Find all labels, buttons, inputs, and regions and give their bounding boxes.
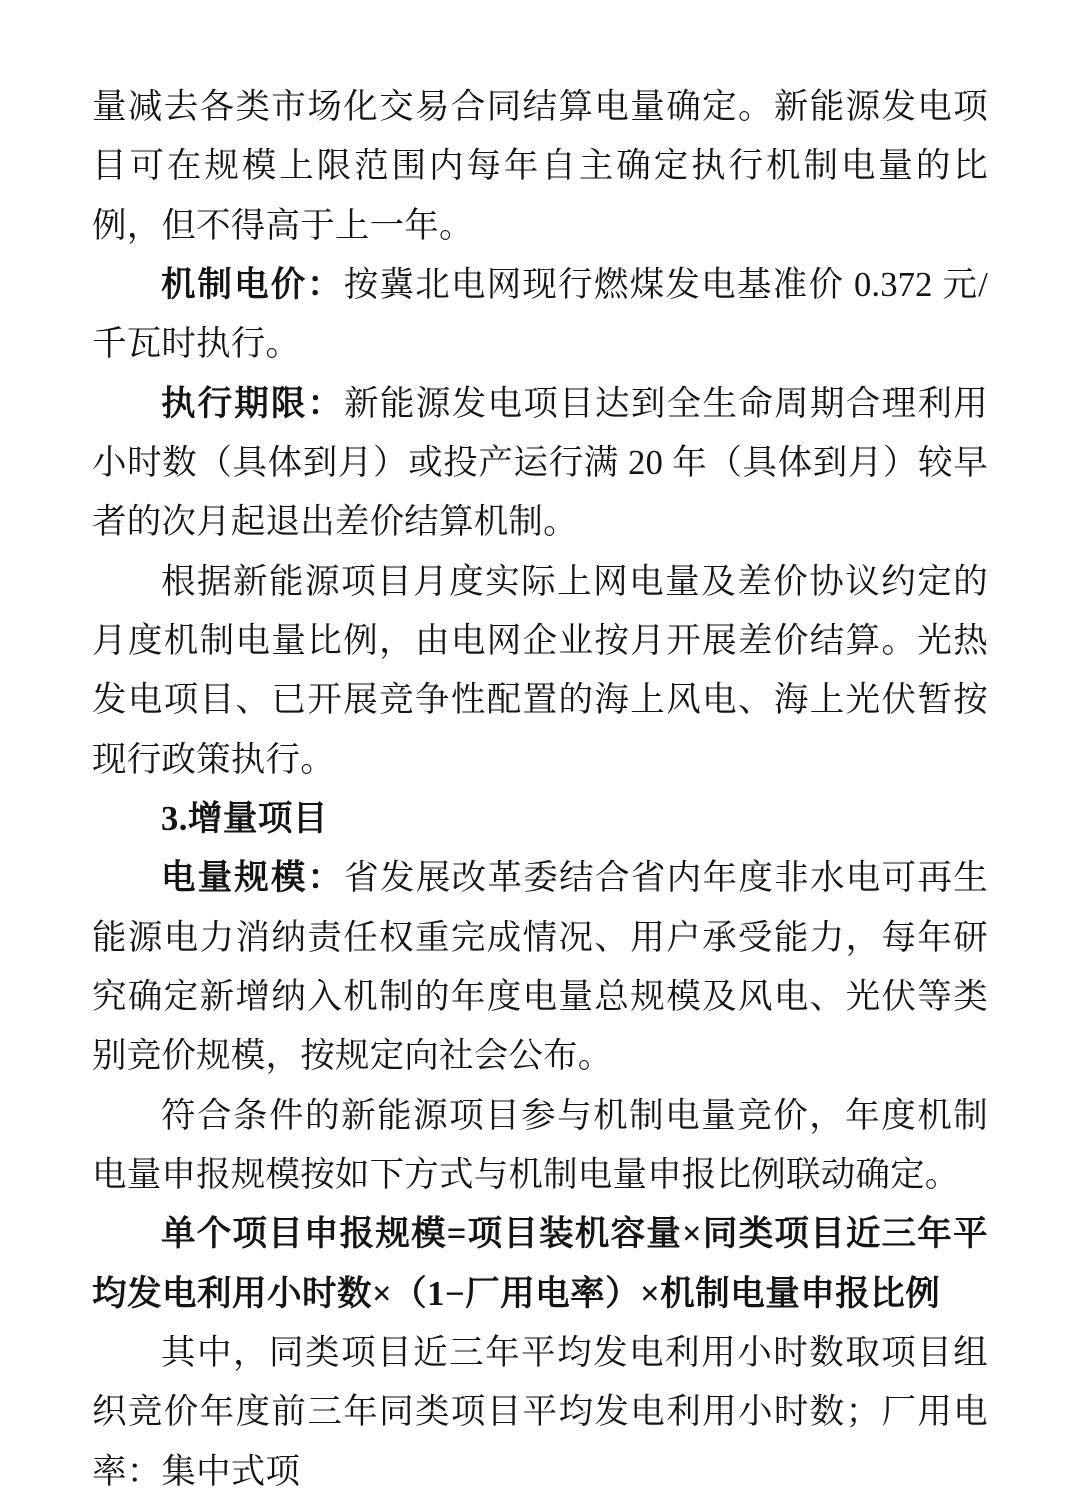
heading-text: 3.增量项目 <box>161 799 328 838</box>
document-body <box>92 78 988 1502</box>
formula-declared-scale <box>92 1205 988 1324</box>
paragraph-text: 根据新能源项目月度实际上网电量及差价协议约定的月度机制电量比例，由电网企业按月开展差价结算。光热发电项目、已开展竞争性配置的海上风电、海上光伏暂按现行政策执行。 <box>92 562 988 779</box>
paragraph-text: 符合条件的新能源项目参与机制电量竞价，年度机制电量申报规模按如下方式与机制电量申报比例联动确定。 <box>92 1096 988 1194</box>
paragraph-continued <box>92 78 988 256</box>
paragraph-text: 量减去各类市场化交易合同结算电量确定。新能源发电项目可在规模上限范围内每年自主确定执行机制电量的比例，但不得高于上一年。 <box>92 88 988 245</box>
paragraph-text: 省发展改革委结合省内年度非水电可再生能源电力消纳责任权重完成情况、用户承受能力，每年研究确定新增纳入机制的年度电量总规模及风电、光伏等类别竞价规模，按规定向社会公布。 <box>92 859 989 1076</box>
paragraph-electricity-scale <box>92 849 988 1086</box>
paragraph-lead-label: 机制电价： <box>161 265 344 304</box>
paragraph-notes <box>92 1324 988 1502</box>
section-heading-incremental-projects <box>92 790 988 849</box>
paragraph-execution-period <box>92 375 988 553</box>
paragraph-text: 新能源发电项目达到全生命周期合理利用小时数（具体到月）或投产运行满 20 年（具体到月）较早者的次月起退出差价结算机制。 <box>92 384 989 542</box>
paragraph-settlement <box>92 553 988 790</box>
paragraph-text: 其中，同类项目近三年平均发电利用小时数取项目组织竞价年度前三年同类项目平均发电利用小时数；厂用电率：集中式项 <box>92 1333 988 1491</box>
paragraph-text: 按冀北电网现行燃煤发电基准价 0.372 元/千瓦时执行。 <box>92 265 989 364</box>
paragraph-lead-label: 执行期限： <box>161 384 345 423</box>
paragraph-mechanism-price <box>92 256 988 375</box>
formula-text: 单个项目申报规模=项目装机容量×同类项目近三年平均发电利用小时数×（1−厂用电率）×机制电量申报比例 <box>92 1215 988 1313</box>
paragraph-lead-label: 电量规模： <box>161 859 345 898</box>
paragraph-bidding <box>92 1087 988 1206</box>
